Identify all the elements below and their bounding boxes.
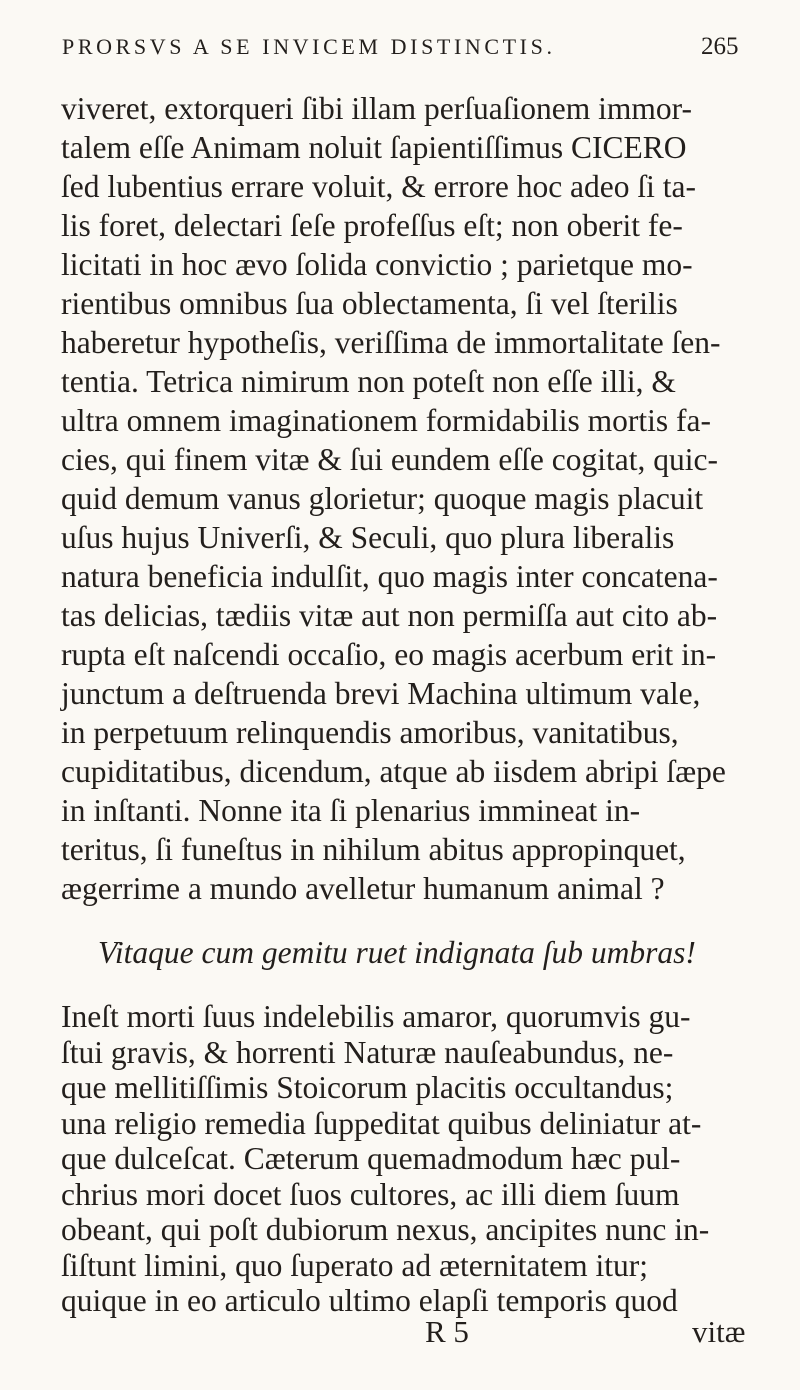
text-line: lis foret, delectari ſeſe profeſſus eſt; non oberit fe- [61,208,683,243]
text-line: talem eſſe Animam noluit ſapientiſſimus CICERO [61,130,687,165]
page-number: 265 [701,33,739,60]
text-line: licitati in hoc ævo ſolida convictio ; parietque mo- [61,247,693,282]
text-line: quid demum vanus glorietur; quoque magis placuit [61,481,704,516]
text-line: rupta eſt naſcendi occaſio, eo magis acerbum erit in- [61,637,717,672]
text-line: cies, qui finem vitæ & ſui eundem eſſe cogitat, quic- [61,442,718,477]
text-line: ægerrime a mundo avelletur humanum animal ? [61,871,665,906]
verse-quotation: Vitaque cum gemitu ruet indignata ſub umbras! [98,935,696,970]
text-line: viveret, extorqueri ſibi illam perſuaſionem immor- [61,91,692,126]
text-line: ſiſtunt limini, quo ſuperato ad æternitatem itur; [61,1247,649,1283]
text-line: natura beneficia indulſit, quo magis inter concatena- [61,559,718,594]
text-line: junctum a deſtruenda brevi Machina ultimum vale, [61,676,701,711]
text-line: que dulceſcat. Cæterum quemadmodum hæc pul- [61,1141,681,1176]
text-line: chrius mori docet ſuos cultores, ac illi diem ſuum [61,1176,680,1212]
text-line: Ineſt morti ſuus indelebilis amaror, quorumvis gu- [61,999,691,1034]
text-line: tas delicias, tædiis vitæ aut non permiſſa aut cito ab- [61,598,718,633]
text-line: haberetur hypotheſis, veriſſima de immortalitate ſen- [61,325,721,360]
text-line: teritus, ſi funeſtus in nihilum abitus appropinquet, [61,832,686,867]
text-line: in inſtanti. Nonne ita ſi plenarius immineat in- [61,793,641,828]
text-line: una religio remedia ſuppeditat quibus deliniatur at- [61,1105,702,1141]
text-line: ultra omnem imaginationem formidabilis mortis fa- [61,403,711,438]
text-line: tentia. Tetrica nimirum non poteſt non eſſe illi, & [61,364,676,399]
catchword: vitæ [692,1314,746,1349]
text-line: cupiditatibus, dicendum, atque ab iisdem abripi ſæpe [61,754,726,789]
text-line: uſus hujus Univerſi, & Seculi, quo plura liberalis [61,520,675,555]
running-title: PRORSVS A SE INVICEM DISTINCTIS. [62,34,556,59]
text-line: obeant, qui poſt dubiorum nexus, ancipites nunc in- [61,1212,710,1247]
text-line: quique in eo articulo ultimo elapſi temporis quod [61,1283,678,1318]
text-line: ſtui gravis, & horrenti Naturæ nauſeabundus, ne- [61,1034,674,1070]
signature-mark: R 5 [425,1314,469,1349]
text-line: ſed lubentius errare voluit, & errore hoc adeo ſi ta- [61,169,696,204]
text-line: rientibus omnibus ſua oblectamenta, ſi vel ſterilis [61,286,678,321]
text-line: que mellitiſſimis Stoicorum placitis occultandus; [61,1070,674,1105]
text-line: in perpetuum relinquendis amoribus, vanitatibus, [61,715,679,750]
running-head [0,0,800,70]
